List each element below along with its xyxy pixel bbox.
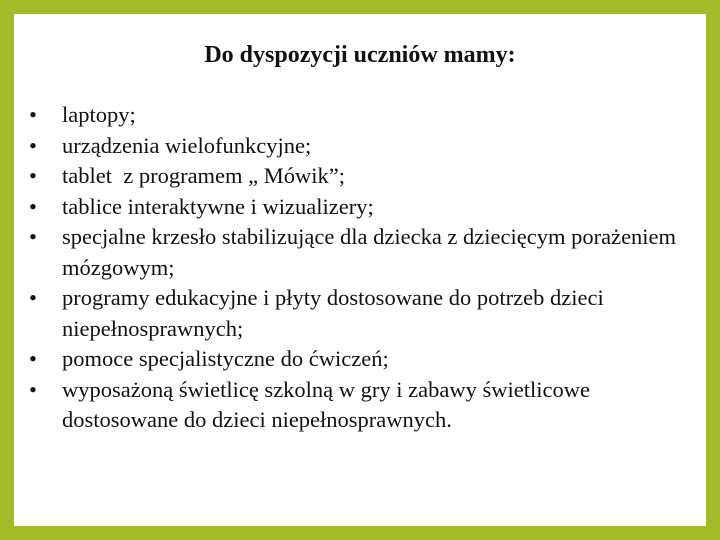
list-item: [20, 100, 704, 131]
bullet-icon: •: [29, 285, 37, 310]
list-item: [20, 131, 704, 162]
list-item-text: tablice interaktywne i wizualizery;: [62, 193, 374, 219]
list-item: [20, 192, 704, 223]
bullet-icon: •: [29, 346, 37, 371]
list-item-text: wyposażoną świetlicę szkolną w gry i zabawy świetlicowe dostosowane do dzieci niepełnosprawnych.: [62, 376, 590, 432]
list-item-text: programy edukacyjne i płyty dostosowane do potrzeb dzieci niepełnosprawnych;: [62, 285, 604, 341]
list-item: [20, 283, 704, 344]
bullet-icon: •: [29, 193, 37, 219]
bullet-icon: •: [29, 132, 37, 158]
bullet-icon: •: [29, 376, 37, 402]
slide: [14, 14, 706, 526]
slide-title: Do dyspozycji uczniów mamy:: [204, 42, 516, 68]
list-item-text: pomoce specjalistyczne do ćwiczeń;: [62, 346, 389, 371]
list-item-text: tablet z programem „ Mówik”;: [62, 163, 346, 188]
list-item-text: laptopy;: [62, 102, 136, 127]
list-item: [20, 344, 704, 375]
list-item-text: specjalne krzesło stabilizujące dla dziecka z dziecięcym porażeniem mózgowym;: [62, 224, 677, 280]
list-item: [20, 161, 704, 192]
list-item: [20, 375, 704, 436]
bullet-icon: •: [29, 102, 37, 127]
list-item: [20, 222, 704, 283]
bullet-icon: •: [29, 163, 37, 188]
equipment-list: [20, 100, 704, 436]
list-item-text: urządzenia wielofunkcyjne;: [62, 132, 312, 158]
bullet-icon: •: [29, 224, 37, 249]
